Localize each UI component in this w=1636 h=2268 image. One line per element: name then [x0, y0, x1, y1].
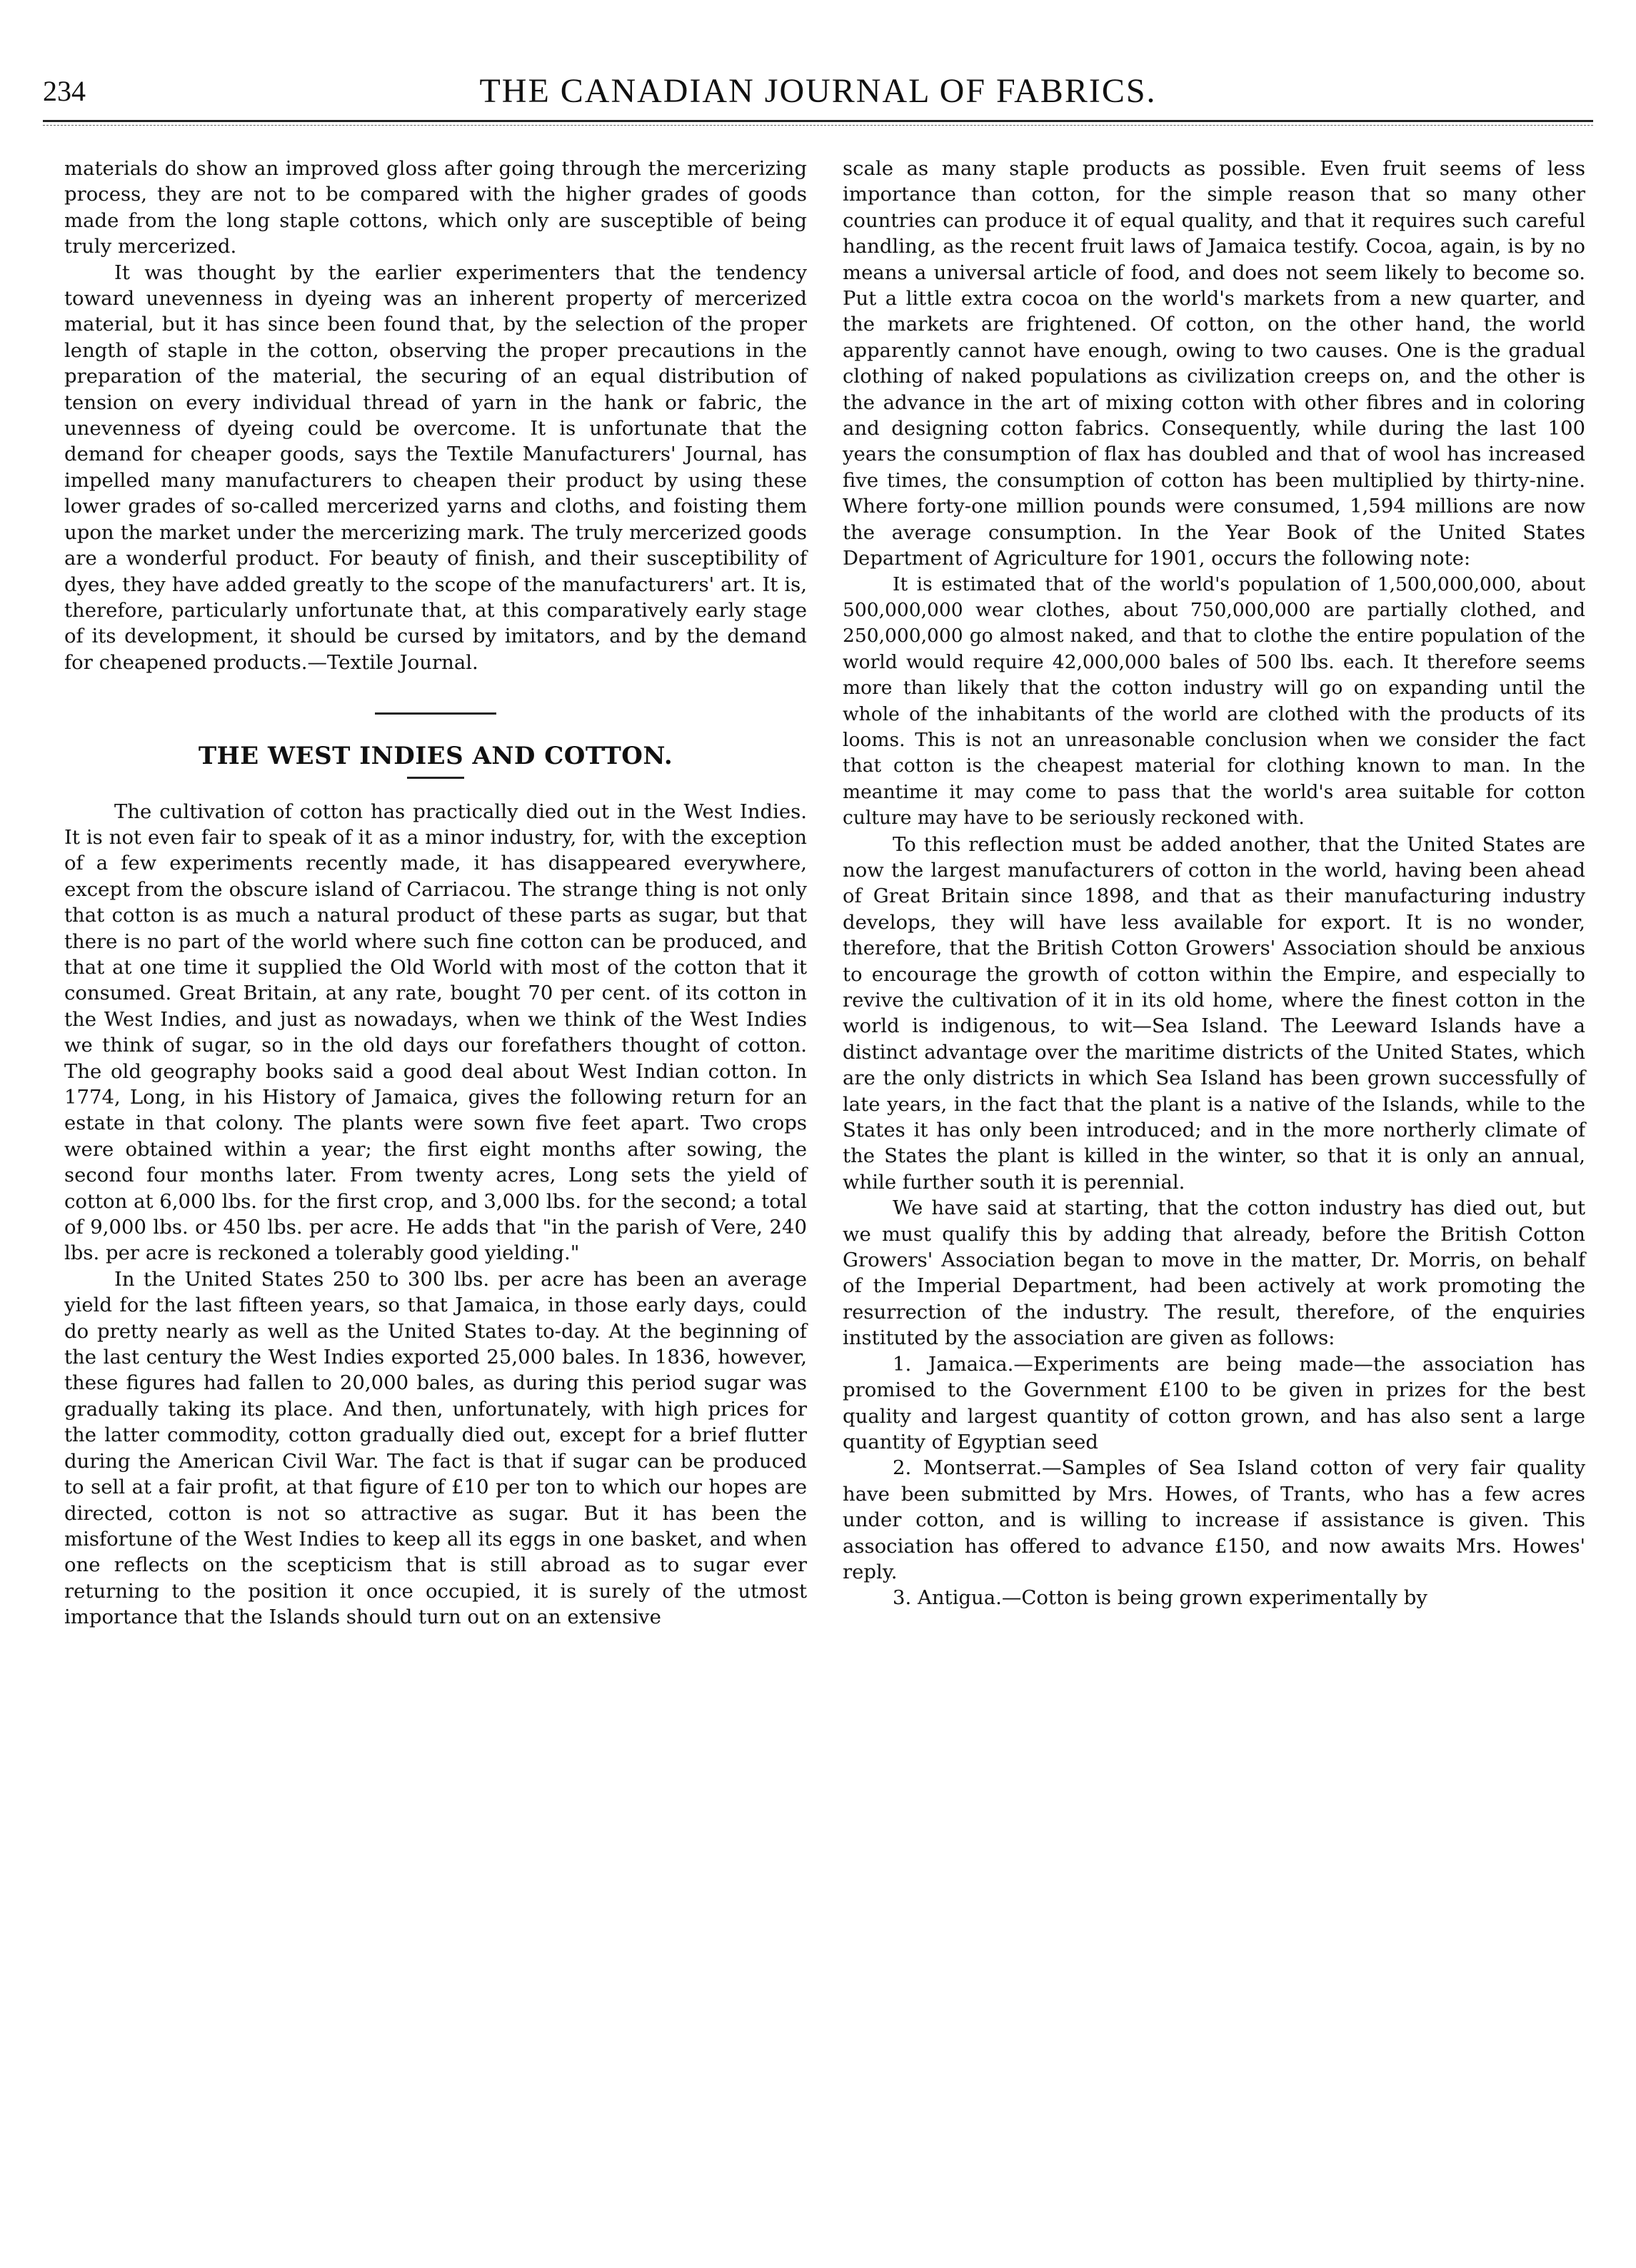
right-column	[843, 156, 1585, 1611]
article-heading: THE WEST INDIES AND COTTON.	[198, 742, 673, 771]
left-column	[64, 156, 807, 1631]
list-item: 1. Jamaica.—Experiments are being made—the association has promised to the Government £100 to be given in prizes for the best quality and largest quantity of cotton grown, and has also sent a large quantity of Egyptian seed	[843, 1352, 1585, 1453]
running-title: THE CANADIAN JOURNAL OF FABRICS.	[479, 72, 1157, 110]
page-number: 234	[43, 75, 86, 107]
page-header	[43, 71, 1593, 117]
paragraph: It was thought by the earlier experimenters that the tendency toward unevenness in dyeing was an inherent property of mercerized material, but it has since been found that, by the selection of the proper length of staple in the cotton, observing the proper precautions in the preparation of the material, the securing of an equal distribution of tension on every individual thread of yarn in the hank or fabric, the unevenness of dyeing could be overcome. It is unfortunate that the demand for cheaper goods, says the Textile Manufacturers' Journal, has impelled many manufacturers to cheapen their product by using these lower grades of so-called mercerized yarns and cloths, and foisting them upon the market under the mercerizing mark. The truly mercerized goods are a wonderful product. For beauty of finish, and their susceptibility of dyes, they have added greatly to the scope of the manufacturers' art. It is, therefore, particularly unfortunate that, at this comparatively early stage of its development, it should be cursed by imitators, and by the demand for cheapened products.—Textile Journal.	[64, 261, 807, 674]
list-item: 2. Montserrat.—Samples of Sea Island cotton of very fair quality have been submitted by Mrs. Howes, of Trants, who has a few acres under cotton, and is willing to increase if assistance is given. This association has offered to advance £150, and now awaits Mrs. Howes' reply.	[843, 1456, 1585, 1583]
paragraph: scale as many staple products as possible. Even fruit seems of less importance than cotton, for the simple reason that so many other countries can produce it of equal quality, and that it requires such careful handling, as the recent fruit laws of Jamaica testify. Cocoa, again, is by no means a universal article of food, and does not seem likely to become so. Put a little extra cocoa on the world's markets from a new quarter, and the markets are frightened. Of cotton, on the other hand, the world apparently cannot have enough, owing to two causes. One is the gradual clothing of naked populations as civilization creeps on, and the other is the advance in the art of mixing cotton with other fibres and in coloring and designing cotton fabrics. Consequently, while during the last 100 years the consumption of flax has doubled and that of wool has increased five times, the consumption of cotton has been multiplied by thirty-nine. Where forty-one million pounds were consumed, 1,594 millions are now the average consumption. In the Year Book of the United States Department of Agriculture for 1901, occurs the following note:	[843, 157, 1585, 570]
paragraph: To this reflection must be added another, that the United States are now the largest manufacturers of cotton in the world, having been ahead of Great Britain since 1898, and that as their manufacturing industry develops, they will have less available for export. It is no wonder, therefore, that the British Cotton Growers' Association should be anxious to encourage the growth of cotton within the Empire, and especially to revive the cultivation of it in its old home, where the finest cotton in the world is indigenous, to wit—Sea Island. The Leeward Islands have a distinct advantage over the maritime districts of the United States, which are the only districts in which Sea Island has been grown successfully of late years, in the fact that the plant is a native of the Islands, while to the States it has only been introduced; and in the more northerly climate of the States the plant is killed in the winter, so that it is only an annual, while further south it is perennial.	[843, 832, 1585, 1194]
article-divider	[375, 712, 496, 715]
paragraph: We have said at starting, that the cotton industry has died out, but we must qualify this by adding that already, before the British Cotton Growers' Association began to move in the matter, Dr. Morris, on behalf of the Imperial Department, had been actively at work promoting the resurrection of the industry. The result, therefore, of the enquiries instituted by the association are given as follows:	[843, 1196, 1585, 1350]
heading-divider	[407, 777, 464, 779]
paragraph: In the United States 250 to 300 lbs. per acre has been an average yield for the last fifteen years, so that Jamaica, in those early days, could do pretty nearly as well as the United States to-day. At the beginning of the last century the West Indies exported 25,000 bales. In 1836, however, these figures had fallen to 20,000 bales, as during this period sugar was gradually taking its place. And then, unfortunately, with high prices for the latter commodity, cotton gradually died out, except for a brief flutter during the American Civil War. The fact is that if sugar can be produced to sell at a fair profit, at that figure of £10 per ton to which our hopes are directed, cotton is not so attractive as sugar. But it has been the misfortune of the West Indies to keep all its eggs in one basket, and when one reflects on the scepticism that is still abroad as to sugar ever returning to the position it once occupied, it is surely of the utmost importance that the Islands should turn out on an extensive	[64, 1267, 807, 1629]
block-quote: It is estimated that of the world's population of 1,500,000,000, about 500,000,000 wear clothes, about 750,000,000 are partially clothed, and 250,000,000 go almost naked, and that to clothe the entire population of the world would require 42,000,000 bales of 500 lbs. each. It therefore seems more than likely that the cotton industry will go on expanding until the whole of the inhabitants of the world are clothed with the products of its looms. This is not an unreasonable conclusion when we consider the fact that cotton is the cheapest material for clothing known to man. In the meantime it may come to pass that the world's area suitable for cotton culture may have to be seriously reckoned with.	[843, 573, 1585, 830]
list-item: 3. Antigua.—Cotton is being grown experimentally by	[893, 1586, 1427, 1610]
paragraph: materials do show an improved gloss after going through the mercerizing process, they are not to be compared with the higher grades of goods made from the long staple cottons, which only are susceptible of being truly mercerized.	[64, 157, 807, 258]
header-rule	[43, 120, 1593, 126]
paragraph: The cultivation of cotton has practically died out in the West Indies. It is not even fair to speak of it as a minor industry, for, with the exception of a few experiments recently made, it has disappeared everywhere, except from the obscure island of Carriacou. The strange thing is not only that cotton is as much a natural product of these parts as sugar, but that there is no part of the world where such fine cotton can be produced, and that at one time it supplied the Old World with most of the cotton that it consumed. Great Britain, at any rate, bought 70 per cent. of its cotton in the West Indies, and just as nowadays, when we think of the West Indies we think of sugar, so in the old days our forefathers thought of cotton. The old geography books said a good deal about West Indian cotton. In 1774, Long, in his History of Jamaica, gives the following return for an estate in that colony. The plants were sown five feet apart. Two crops were obtained within a year; the first eight months after sowing, the second four months later. From twenty acres, Long sets the yield of cotton at 6,000 lbs. for the first crop, and 3,000 lbs. for the second; a total of 9,000 lbs. or 450 lbs. per acre. He adds that "in the parish of Vere, 240 lbs. per acre is reckoned a tolerably good yielding."	[64, 800, 807, 1265]
